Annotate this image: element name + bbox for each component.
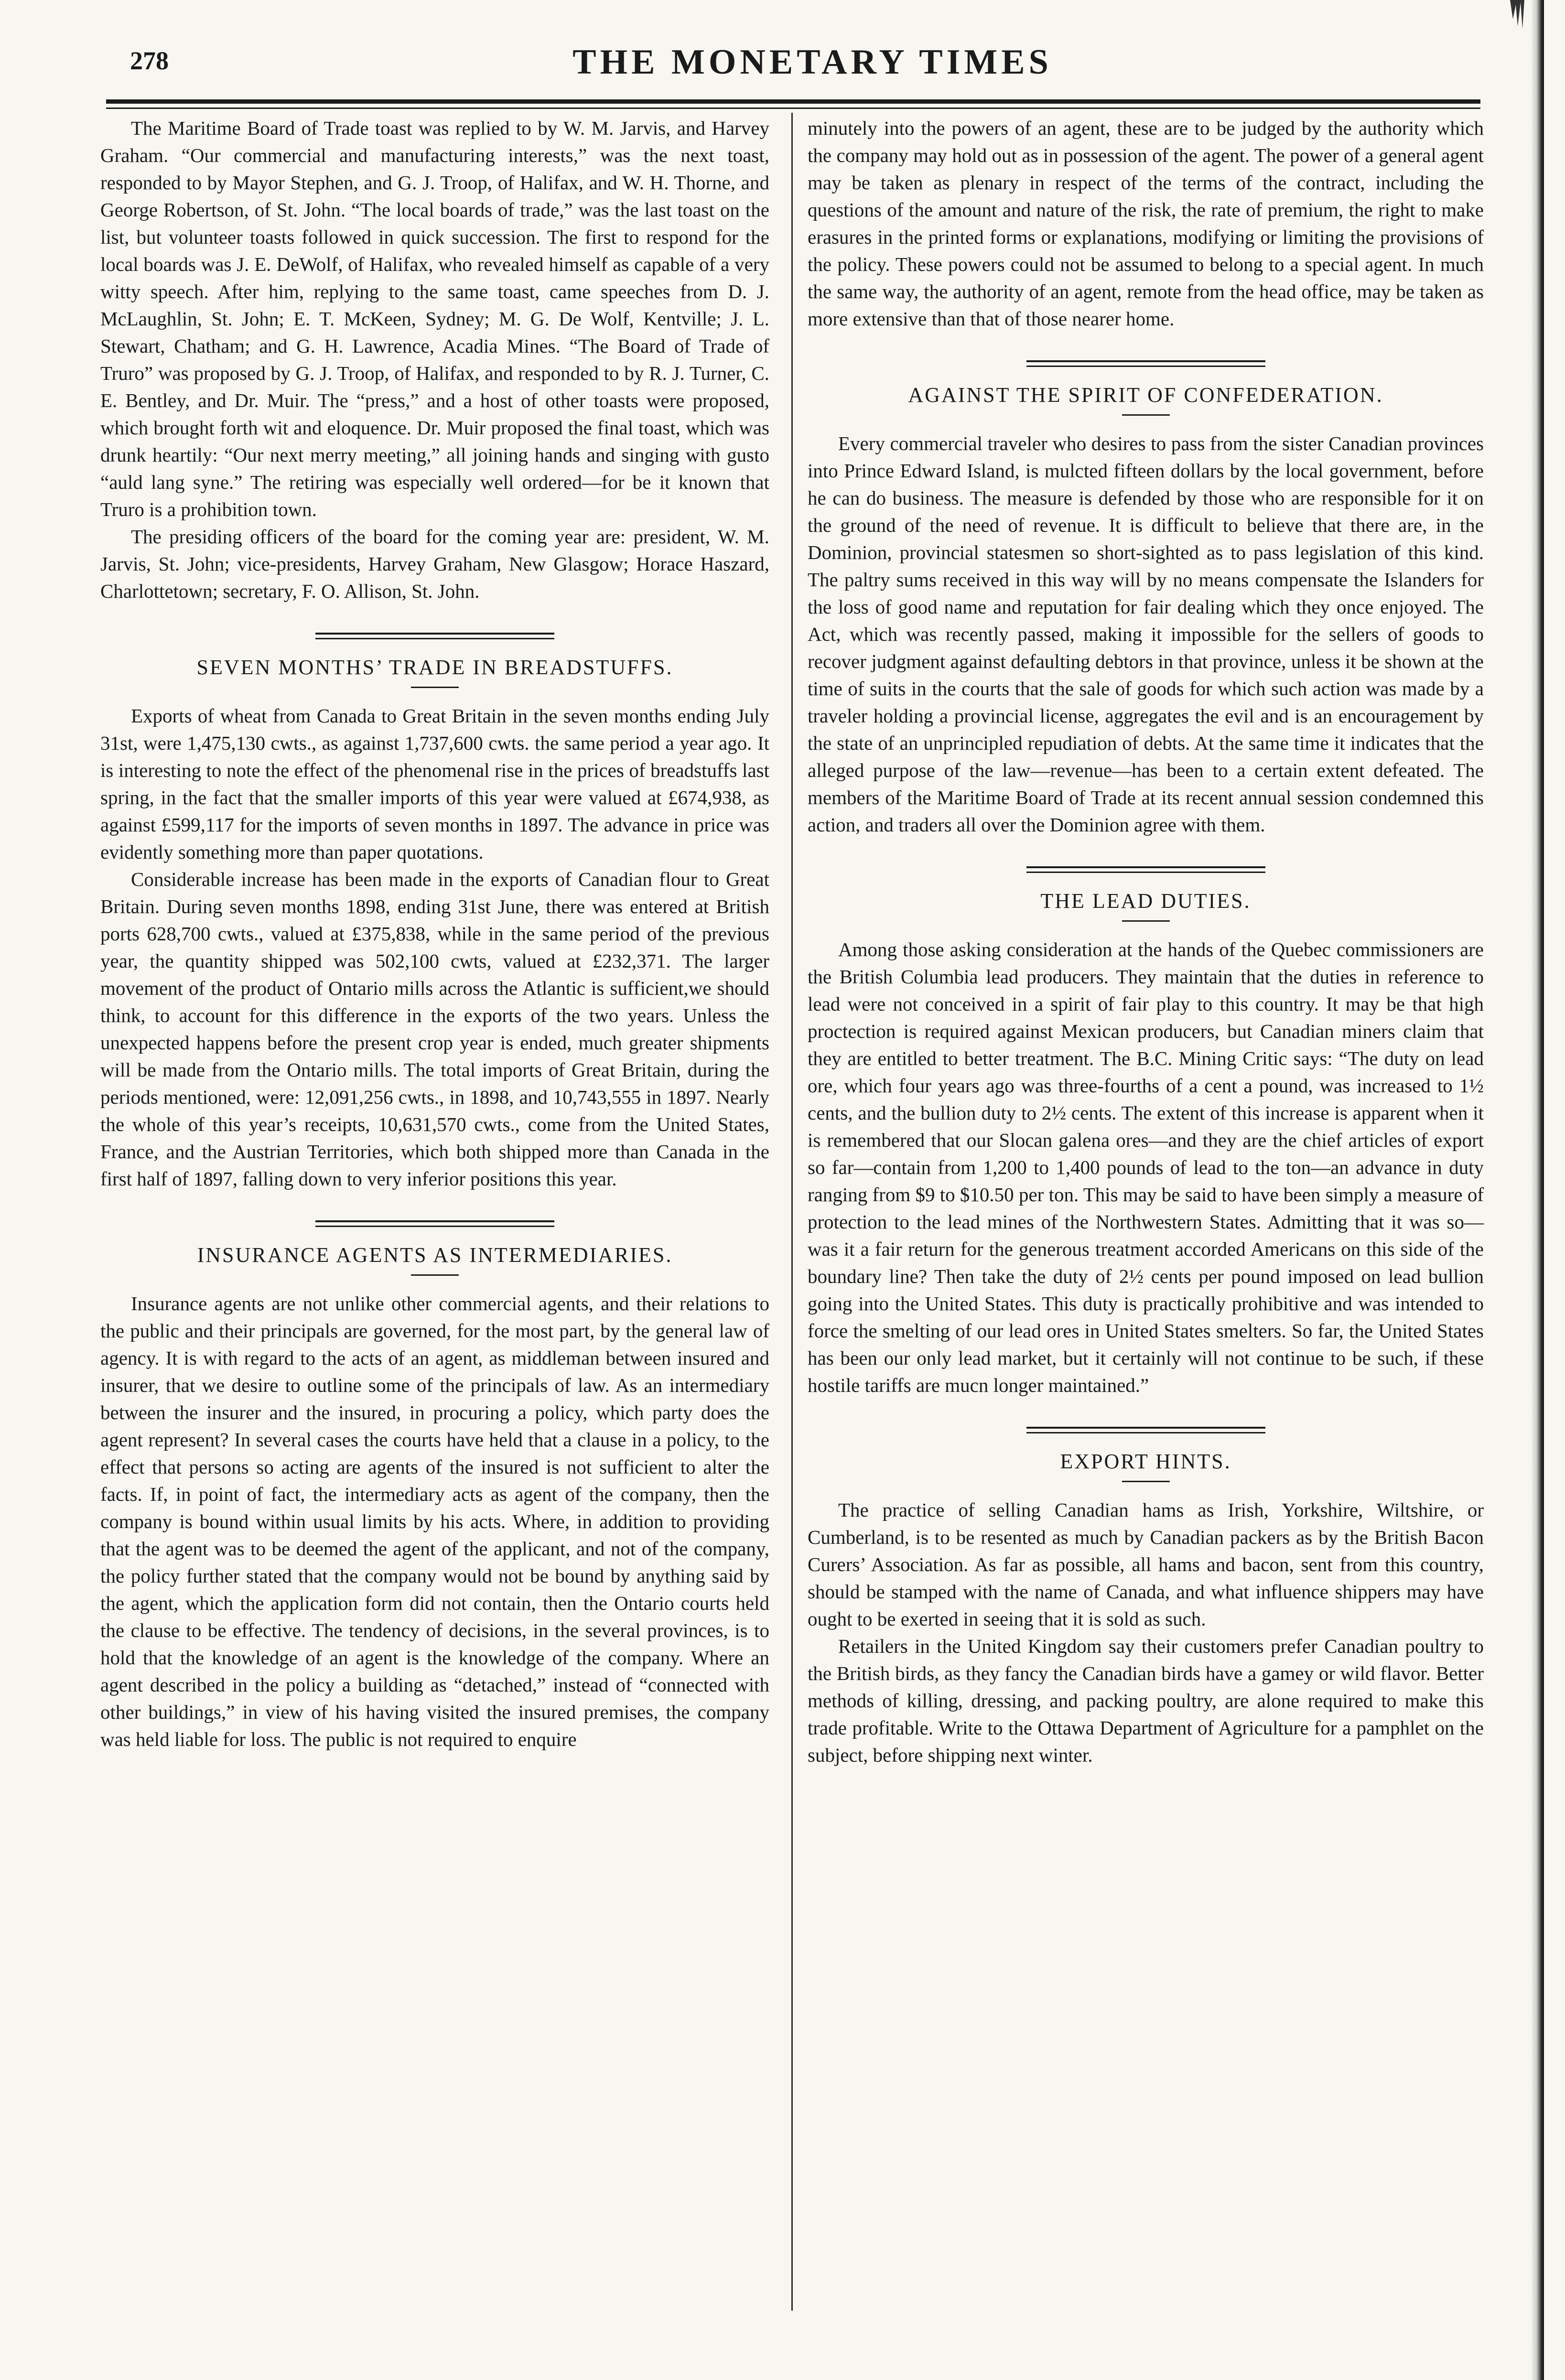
scan-edge-shadow [1532, 0, 1544, 2380]
section-separator [1026, 1427, 1265, 1433]
masthead-title: THE MONETARY TIMES [572, 43, 1052, 82]
heading-underline [411, 687, 459, 688]
column-divider [791, 113, 793, 2311]
article-paragraph: Exports of wheat from Canada to Great Britain in the seven months ending July 31st, were 1,475,130 cwts., as against 1,737,600 cwts. the same period a year ago. It is interesting to note the effect of the phenomenal rise in the prices of breadstuffs last spring, in the fact that the smaller imports of this year were valued at £674,938, as against £599,117 for the imports of seven months in 1897. The advance in price was evidently something more than paper quotations. [100, 705, 769, 863]
article-paragraph: The practice of selling Canadian hams as Irish, Yorkshire, Wiltshire, or Cumberland, is to be resented as much by Canadian packers as by the British Bacon Curers’ Association. As far as possible, all hams and bacon, sent from this country, should be stamped with the name of Canada, and what influence shippers may have ought to be exerted in seeing that it is sold as such. [808, 1499, 1484, 1630]
right-column [808, 115, 1484, 1769]
section-heading-lead-duties: THE LEAD DUTIES. [1040, 889, 1251, 913]
section-separator [315, 633, 554, 639]
heading-underline [1122, 920, 1170, 922]
article-paragraph: The Maritime Board of Trade toast was replied to by W. M. Jarvis, and Harvey Graham. “Our commercial and manufacturing interests,” was the next toast, responded to by Mayor Stephen, and G. J. Troop, of Halifax, and W. H. Thorne, and George Robertson, of St. John. “The local boards of trade,” was the last toast on the list, but volunteer toasts followed in quick succession. The first to respond for the local boards was J. E. DeWolf, of Halifax, who revealed himself as capable of a very witty speech. After him, replying to the same toast, came speeches from D. J. McLaughlin, St. John; E. T. McKeen, Sydney; M. G. De Wolf, Kentville; J. L. Stewart, Chatham; and G. H. Lawrence, Acadia Mines. “The Board of Trade of Truro” was proposed by G. J. Troop, of Halifax, and responded to by R. J. Turner, C. E. Bentley, and Dr. Muir. The “press,” and a host of other toasts were proposed, which brought forth wit and eloquence. Dr. Muir proposed the final toast, which was drunk heartily: “Our next merry meeting,” all joining hands and singing with gusto “auld lang syne.” The retiring was especially well ordered—for be it known that Truro is a prohibition town. [100, 117, 769, 520]
article-paragraph-continued: minutely into the powers of an agent, these are to be judged by the authority which the company may hold out as in possession of the agent. The power of a general agent may be taken as plenary in respect of the terms of the contract, including the questions of the amount and nature of the risk, the rate of premium, the right to make erasures in the printed forms or explanations, modifying or limiting the provisions of the policy. These powers could not be assumed to belong to a special agent. In much the same way, the authority of an agent, remote from the head office, may be taken as more extensive than that of those nearer home. [808, 117, 1484, 330]
section-separator [315, 1220, 554, 1227]
article-paragraph: Considerable increase has been made in the exports of Canadian flour to Great Britain. During seven months 1898, ending 31st June, there was entered at British ports 628,700 cwts., valued at £375,838, while in the same period of the previous year, the quantity shipped was 502,100 cwts, valued at £232,371. The larger movement of the product of Ontario mills across the Atlantic is sufficient,we should think, to account for this difference in the exports of the two years. Unless the unexpected happens before the present crop year is ended, much greater shipments will be made from the Ontario mills. The total imports of Great Britain, during the periods mentioned, were: 12,091,256 cwts., in 1898, and 10,743,555 in 1897. Nearly the whole of this year’s receipts, 10,631,570 cwts., come from the United States, France, and the Austrian Territories, which both shipped more than Canada in the first half of 1897, falling down to very inferior positions this year. [100, 868, 769, 1190]
article-paragraph: Insurance agents are not unlike other commercial agents, and their relations to the public and their principals are governed, for the most part, by the general law of agency. It is with regard to the acts of an agent, as middleman between insured and insurer, that we desire to outline some of the principals of law. As an intermediary between the insurer and the insured, in procuring a policy, which party does the agent represent? In several cases the courts have held that a clause in a policy, to the effect that persons so acting are agents of the insured is not sufficient to alter the facts. If, in point of fact, the intermediary acts as agent of the company, then the company is bound within usual limits by his acts. Where, in addition to providing that the agent was to be deemed the agent of the applicant, and not of the company, the policy further stated that the company would not be bound by anything said by the agent, which the application form did not contain, then the Ontario courts held the clause to be effective. The tendency of decisions, in the several provinces, is to hold that the knowledge of an agent is the knowledge of the company. Where an agent described in the policy a building as “detached,” instead of “connected with other buildings,” in view of his having visited the insured premises, the company was held liable for loss. The public is not required to enquire [100, 1292, 769, 1750]
article-paragraph: Among those asking consideration at the hands of the Quebec commissioners are the British Columbia lead producers. They maintain that the duties in reference to lead were not conceived in a spirit of fair play to this country. It may be that high proctection is required against Mexican producers, but Canadian miners claim that they are entitled to better treatment. The B.C. Mining Critic says: “The duty on lead ore, which four years ago was three-fourths of a cent a pound, was increased to 1½ cents, and the bullion duty to 2½ cents. The extent of this increase is apparent when it is remembered that our Slocan galena ores—and they are the chief articles of export so far—contain from 1,200 to 1,400 pounds of lead to the ton—an advance in duty ranging from $9 to $10.50 per ton. This may be said to have been simply a measure of protection to the lead mines of the Northwestern States. Admitting that it was so—was it a fair return for the generous treatment accorded Americans on this side of the boundary line? Then take the duty of 2½ cents per pound imposed on lead bullion going into the United States. This duty is practically prohibitive and was intended to force the smelting of our lead ores in United States smelters. So far, the United States has been our only lead market, but it certainly will not continue to be such, if these hostile tariffs are mucn longer maintained.” [808, 938, 1484, 1396]
section-heading-breadstuffs: SEVEN MONTHS’ TRADE IN BREADSTUFFS. [196, 656, 673, 679]
left-column [100, 115, 769, 1753]
heading-underline [411, 1274, 459, 1276]
article-paragraph: Retailers in the United Kingdom say their customers prefer Canadian poultry to the British birds, as they fancy the Canadian birds have a gamey or wild flavor. Better methods of killing, dressing, and packing poultry, are alone required to make this trade profitable. Write to the Ottawa Department of Agriculture for a pamphlet on the subject, before shipping next winter. [808, 1635, 1484, 1766]
section-separator [1026, 360, 1265, 367]
scan-edge-tuft [1491, 0, 1529, 33]
section-separator [1026, 866, 1265, 873]
header-rule-thin [106, 108, 1480, 109]
header-rule-thick [106, 99, 1480, 104]
section-heading-confederation: AGAINST THE SPIRIT OF CONFEDERATION. [908, 383, 1383, 407]
heading-underline [1122, 414, 1170, 416]
heading-underline [1122, 1481, 1170, 1482]
section-heading-insurance: INSURANCE AGENTS AS INTERMEDIARIES. [197, 1243, 673, 1267]
article-paragraph: The presiding officers of the board for the coming year are: president, W. M. Jarvis, St. John; vice-presidents, Harvey Graham, New Glasgow; Horace Haszard, Charlottetown; secretary, F. O. Allison, St. John. [100, 526, 769, 602]
page-number: 278 [130, 46, 169, 75]
section-heading-export-hints: EXPORT HINTS. [1060, 1450, 1231, 1473]
article-paragraph: Every commercial traveler who desires to pass from the sister Canadian provinces into Prince Edward Island, is mulcted fifteen dollars by the local government, before he can do business. The measure is defended by those who are responsible for it on the ground of the need of revenue. It is difficult to believe that there are, in the Dominion, provincial statesmen so short-sighted as to pass legislation of this kind. The paltry sums received in this way will by no means compensate the Islanders for the loss of good name and reputation for fair dealing which they once enjoyed. The Act, which was recently passed, making it impossible for the sellers of goods to recover judgment against defaulting debtors in that province, unless it be shown at the time of suits in the courts that the sale of goods for which such action was made by a traveler holding a provincial license, aggregates the evil and is an encouragement by the state of an unprincipled repudiation of debts. At the same time it indicates that the alleged purpose of the law—revenue—has been to a certain extent defeated. The members of the Maritime Board of Trade at its recent annual session condemned this action, and traders all over the Dominion agree with them. [808, 432, 1484, 836]
